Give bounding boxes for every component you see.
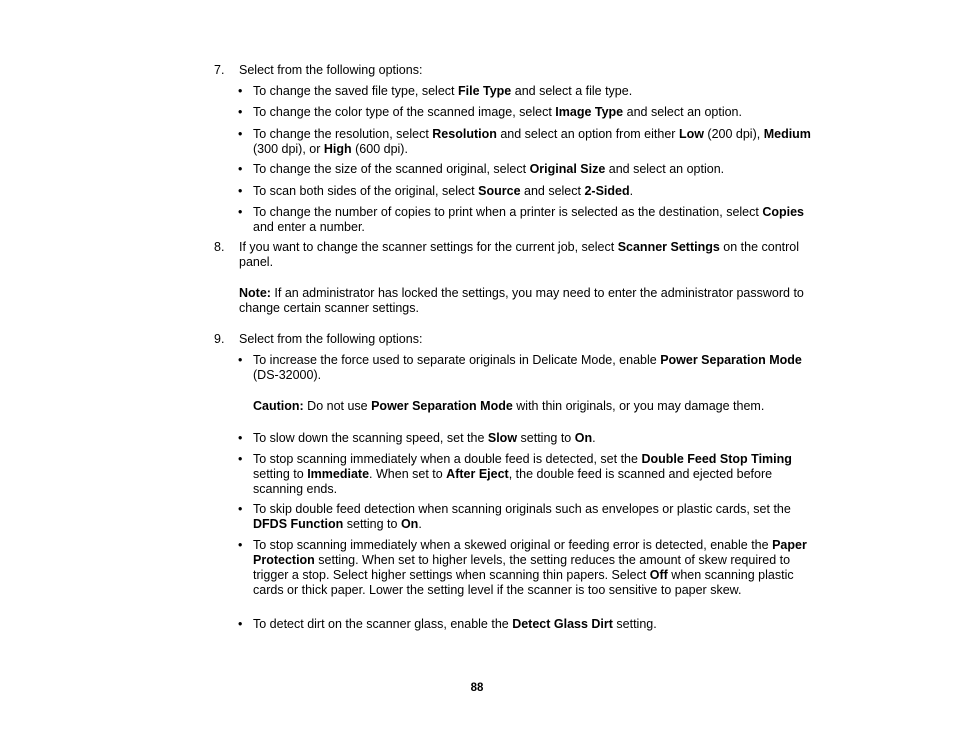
bullet-marker: • (238, 127, 243, 141)
step-number: 9. (214, 332, 225, 346)
note-label: Note: (239, 286, 271, 300)
document-page: 7. Select from the following options: • To change the saved file type, select File Type and select a file type. • To change the color type of the scanned image, select Image Type and select an option. • To change the resolution, select Resolution and select an option from either Low (200 dpi), Medium (300 dpi), or High (600 dpi). • To change the size of the scanned original, select Original Size and select an option. • To scan both sides of the original, select Source and select 2-Sided. • To change the number of copies to print when a printer is selected as the destination, select Copies and enter a number. 8. If you want to change the scanner settings for the current job, select Scanner Settings on the control panel. Note: If an administrator has locked the settings, you may need to enter the administrator password to change certain scanner settings. 9. Select from the following options: • To increase the force used to separate originals in Delicate Mode, enable Power Separation Mode (DS-32000). Caution: Do not use Power Separation Mode with thin originals, or you may damage them. • To slow down the scanning speed, set the Slow setting to On. • To stop scanning immediately when a double feed is detected, set the Double Feed Stop Timing setting to Immediate. When set to After Eject, the double feed is scanned and ejected before scanning ends. • To skip double feed detection when scanning originals such as envelopes or plastic cards, set the DFDS Function setting to On. • To stop scanning immediately when a skewed original or feeding error is detected, enable the Paper Protection setting. When set to higher levels, the setting reduces the amount of skew required to trigger a stop. Select higher settings when scanning thin papers. Select Off when scanning plastic cards or thick paper. Lower the setting level if the scanner is too sensitive to paper skew. • To detect dirt on the scanner glass, enable the Detect Glass Dirt setting. 88 (0, 0, 954, 738)
bullet-marker: • (238, 617, 243, 631)
bullet-marker: • (238, 502, 243, 516)
caution-label: Caution: (253, 399, 304, 413)
ui-term: File Type (458, 84, 512, 98)
step-text: Select from the following options: (239, 63, 423, 77)
note: Note: If an administrator has locked the settings, you may need to enter the administrator password to change certain scanner settings. (239, 286, 804, 315)
step-text: If you want to change the scanner settings for the current job, select Scanner Settings on the control panel. (239, 240, 800, 269)
ui-term: Image Type (555, 105, 624, 119)
bullet-marker: • (238, 431, 243, 445)
bullet-marker: • (238, 105, 243, 119)
step-text: Select from the following options: (239, 332, 423, 346)
bullet-marker: • (238, 205, 243, 219)
bullet-marker: • (238, 184, 243, 198)
step-number: 8. (214, 240, 225, 254)
caution: Caution: Do not use Power Separation Mode with thin originals, or you may damage them. (253, 399, 765, 413)
bullet-marker: • (238, 84, 243, 98)
page-number: 88 (470, 682, 484, 694)
bullet-marker: • (238, 538, 243, 552)
bullet-marker: • (238, 353, 243, 367)
bullet-marker: • (238, 452, 243, 466)
step-number: 7. (214, 63, 225, 77)
bullet-marker: • (238, 162, 243, 176)
